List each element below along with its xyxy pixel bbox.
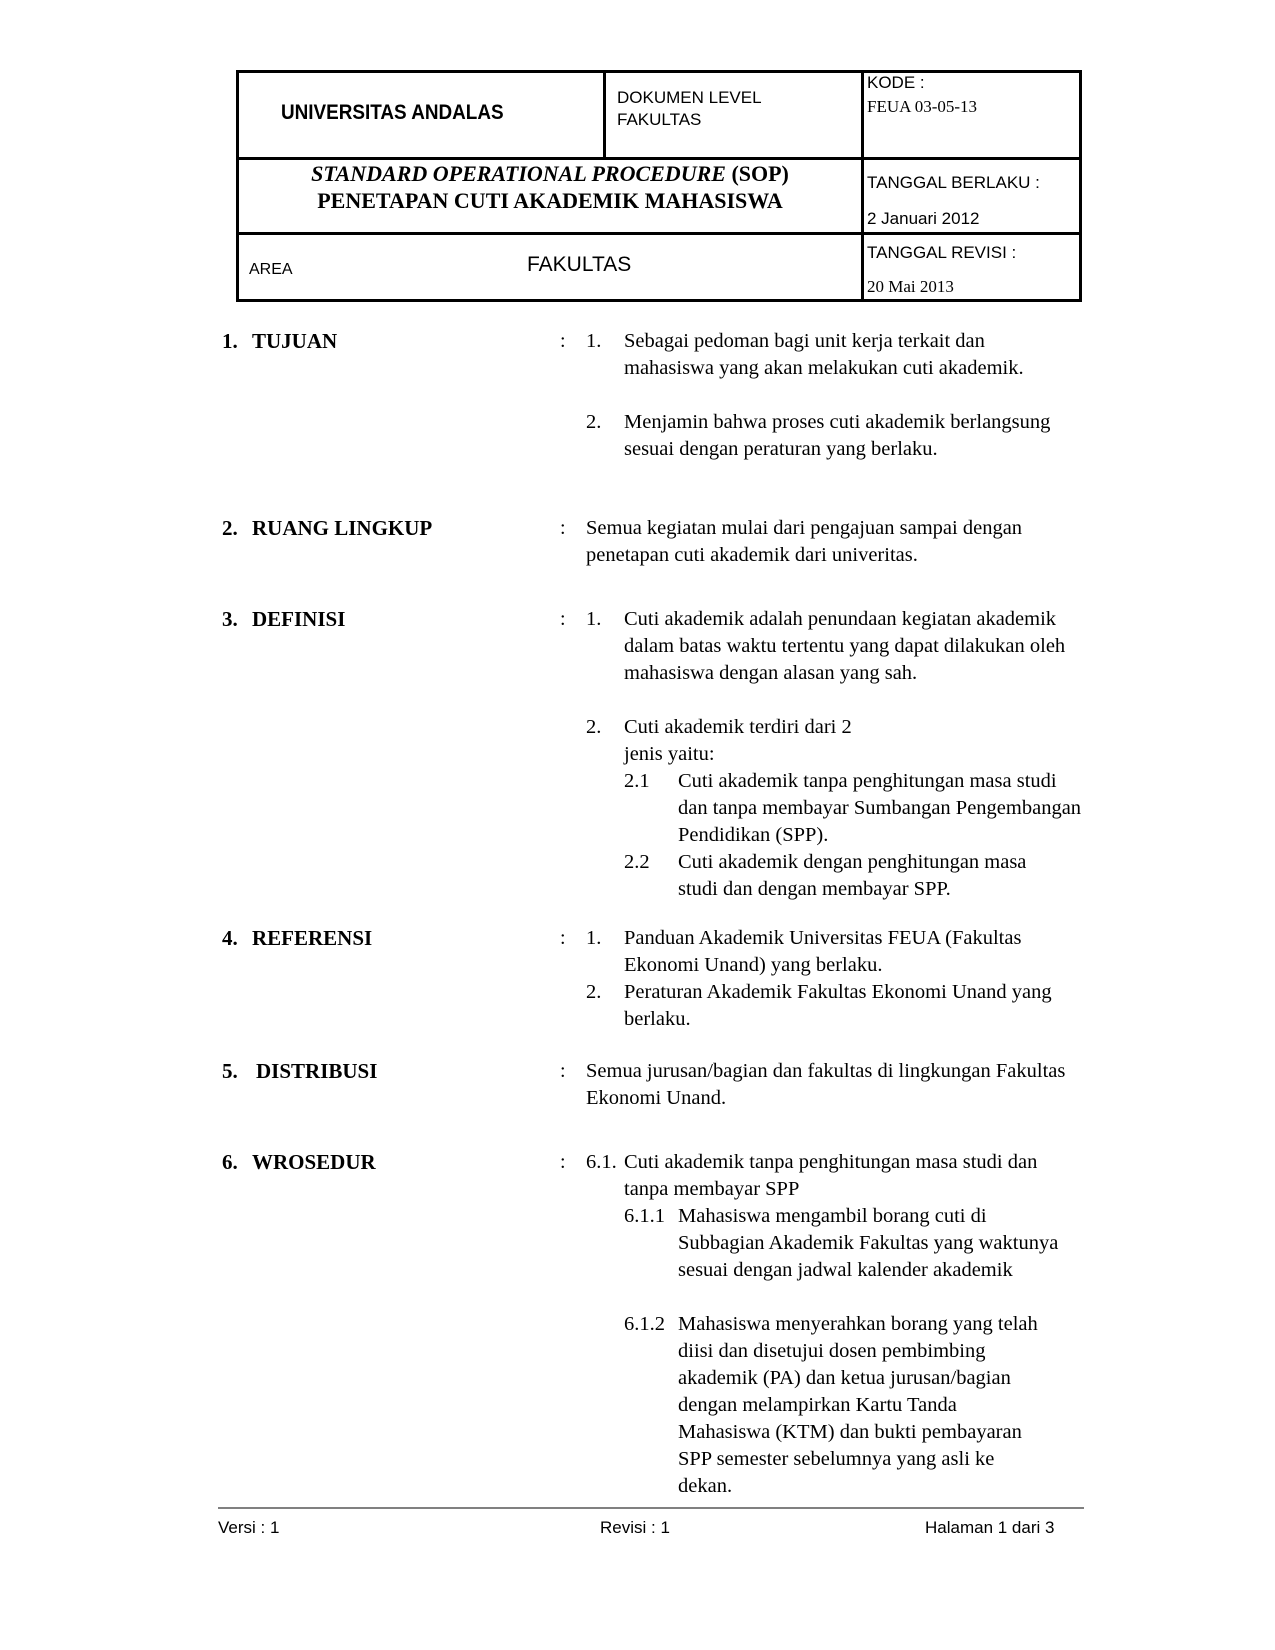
table-divider	[239, 157, 1079, 160]
section-label: DEFINISI	[252, 607, 346, 631]
section-label: DISTRIBUSI	[256, 1059, 378, 1083]
section-colon: :	[560, 1060, 566, 1082]
section-label: RUANG LINGKUP	[252, 516, 433, 540]
section-colon: :	[560, 330, 566, 352]
sub-item-text: Cuti akademik tanpa penghitungan masa studi dan tanpa membayar Sumbangan Pengembangan Pendidikan (SPP).	[678, 770, 1082, 846]
kode-value: FEUA 03-05-13	[867, 97, 978, 116]
list-item-number: 6.1.	[586, 1151, 617, 1173]
list-item-text: Cuti akademik adalah penundaan kegiatan akademik dalam batas waktu tertentu yang dapat dilakukan oleh mahasiswa dengan alasan yang sah.	[624, 608, 1066, 684]
sub-item-text: Mahasiswa mengambil borang cuti di Subbagian Akademik Fakultas yang waktunya sesuai dengan jadwal kalender akademik	[678, 1205, 1059, 1281]
table-divider	[239, 232, 1079, 235]
list-item-text-continued: jenis yaitu:	[624, 743, 715, 765]
section-colon: :	[560, 517, 566, 539]
footer-page-number: Halaman 1 dari 3	[925, 1518, 1055, 1537]
footer-rule	[218, 1507, 1084, 1509]
section-colon: :	[560, 608, 566, 630]
footer-revisi: Revisi : 1	[600, 1518, 670, 1537]
section-number: 5.	[222, 1059, 238, 1083]
list-item-number: 2.	[586, 716, 602, 738]
kode-label: KODE :	[867, 73, 925, 92]
tanggal-berlaku-label: TANGGAL BERLAKU :	[867, 173, 1040, 192]
section-number: 6.	[222, 1150, 238, 1174]
list-item-number: 1.	[586, 927, 602, 949]
document-level-line1: DOKUMEN LEVEL	[617, 88, 762, 107]
section-number: 4.	[222, 926, 238, 950]
document-level-line2: FAKULTAS	[617, 110, 702, 129]
tanggal-revisi-value: 20 Mai 2013	[867, 277, 954, 296]
sop-title-italic: STANDARD OPERATIONAL PROCEDURE	[311, 161, 726, 186]
section-label: REFERENSI	[252, 926, 373, 950]
sub-item-number: 6.1.1	[624, 1205, 665, 1227]
list-item-number: 1.	[586, 608, 602, 630]
section-text: Semua jurusan/bagian dan fakultas di lingkungan Fakultas Ekonomi Unand.	[586, 1060, 1066, 1109]
section-number: 3.	[222, 607, 238, 631]
sop-title	[239, 161, 861, 187]
sub-item-number: 2.2	[624, 851, 650, 873]
section-label: WROSEDUR	[252, 1150, 376, 1174]
area-value: FAKULTAS	[527, 253, 632, 276]
sub-item-text: Cuti akademik dengan penghitungan masa studi dan dengan membayar SPP.	[678, 851, 1027, 900]
institution-name: UNIVERSITAS ANDALAS	[281, 101, 504, 124]
document-header-table	[236, 70, 1082, 302]
sub-item-text: Mahasiswa menyerahkan borang yang telah diisi dan disetujui dosen pembimbing akademik (PA) dan ketua jurusan/bagian dengan melampirkan Kartu Tanda Mahasiswa (KTM) dan bukti pembayaran SPP semester sebelumnya yang asli ke dekan.	[678, 1313, 1038, 1497]
section-number: 2.	[222, 516, 238, 540]
sub-item-number: 2.1	[624, 770, 650, 792]
list-item-number: 2.	[586, 981, 602, 1003]
list-item-number: 2.	[586, 411, 602, 433]
section-number: 1.	[222, 329, 238, 353]
list-item-text: Menjamin bahwa proses cuti akademik berlangsung sesuai dengan peraturan yang berlaku.	[624, 411, 1051, 460]
section-colon: :	[560, 927, 566, 949]
sop-subtitle: PENETAPAN CUTI AKADEMIK MAHASISWA	[317, 188, 783, 213]
list-item-text: Sebagai pedoman bagi unit kerja terkait dan mahasiswa yang akan melakukan cuti akademik.	[624, 330, 1024, 379]
list-item-text: Panduan Akademik Universitas FEUA (Fakultas Ekonomi Unand) yang berlaku.	[624, 927, 1022, 976]
table-divider	[603, 73, 606, 157]
list-item-text: Cuti akademik terdiri dari 2	[624, 716, 852, 738]
document-level	[617, 87, 762, 131]
tanggal-revisi-label: TANGGAL REVISI :	[867, 243, 1017, 262]
list-item-text: Peraturan Akademik Fakultas Ekonomi Unand yang berlaku.	[624, 981, 1052, 1030]
area-label: AREA	[249, 261, 293, 278]
section-colon: :	[560, 1151, 566, 1173]
section-text: Semua kegiatan mulai dari pengajuan sampai dengan penetapan cuti akademik dari univeritas.	[586, 517, 1023, 566]
sop-title-suffix: (SOP)	[725, 161, 789, 186]
table-divider	[861, 73, 864, 299]
tanggal-berlaku-value: 2 Januari 2012	[867, 209, 980, 228]
list-item-number: 1.	[586, 330, 602, 352]
list-item-text: Cuti akademik tanpa penghitungan masa studi dan tanpa membayar SPP	[624, 1151, 1038, 1200]
section-label: TUJUAN	[252, 329, 338, 353]
footer-versi: Versi : 1	[218, 1518, 280, 1537]
sub-item-number: 6.1.2	[624, 1313, 665, 1335]
